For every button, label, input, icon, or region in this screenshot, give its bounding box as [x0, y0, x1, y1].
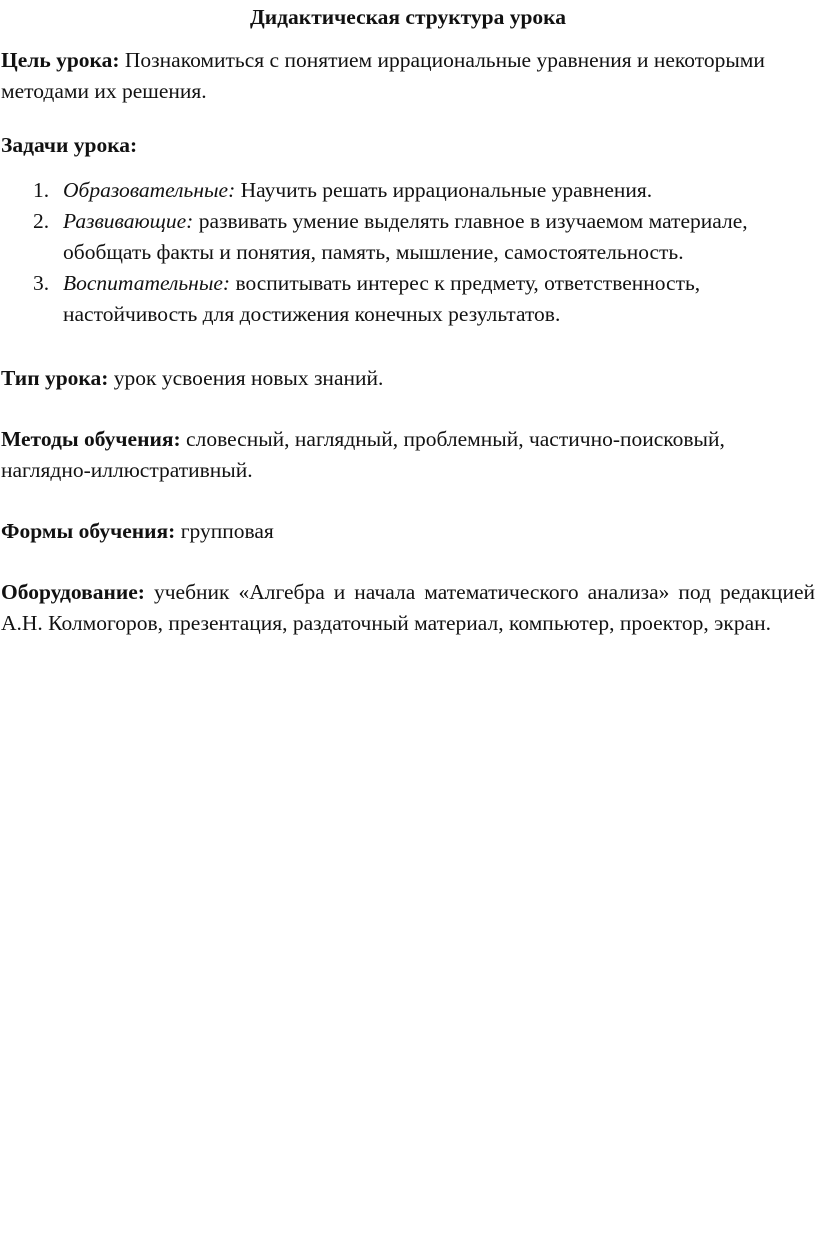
methods-paragraph [1, 424, 815, 486]
equipment-paragraph [1, 577, 815, 639]
equipment-label: Оборудование: [1, 580, 145, 604]
task-text: развивать умение выделять главное в изучаемом материале, обобщать факты и понятия, память, мышление, самостоятельность. [63, 209, 748, 264]
document-page [1, 0, 815, 639]
lesson-type-paragraph [1, 363, 815, 394]
task-kind: Воспитательные: [63, 271, 231, 295]
forms-paragraph [1, 516, 815, 547]
list-item-number: 2. [33, 209, 50, 233]
equipment-text: учебник «Алгебра и начала математического анализа» под редакцией А.Н. Колмогоров, презентация, раздаточный материал, компьютер, проектор, экран. [1, 580, 815, 635]
list-item-number: 3. [33, 271, 50, 295]
methods-text: словесный, наглядный, проблемный, частично-поисковый, наглядно-иллюстративный. [1, 427, 725, 482]
list-item-number: 1. [33, 178, 50, 202]
forms-text: групповая [180, 519, 274, 543]
page-title: Дидактическая структура урока [250, 5, 566, 29]
list-item [1, 206, 815, 268]
goal-paragraph [1, 45, 815, 107]
task-text: воспитывать интерес к предмету, ответственность, настойчивость для достижения конечных результатов. [63, 271, 701, 326]
task-text: Научить решать иррациональные уравнения. [240, 178, 653, 202]
lesson-type-text: урок усвоения новых знаний. [113, 366, 384, 390]
goal-text: Познакомиться с понятием иррациональные уравнения и некоторыми методами их решения. [1, 48, 765, 103]
lesson-type-label: Тип урока: [1, 366, 109, 390]
list-item [1, 268, 815, 330]
goal-label: Цель урока: [1, 48, 120, 72]
list-item [1, 175, 815, 206]
tasks-list [1, 175, 815, 330]
task-kind: Развивающие: [63, 209, 194, 233]
tasks-heading: Задачи урока: [1, 133, 138, 157]
task-kind: Образовательные: [63, 178, 236, 202]
forms-label: Формы обучения: [1, 519, 176, 543]
methods-label: Методы обучения: [1, 427, 181, 451]
